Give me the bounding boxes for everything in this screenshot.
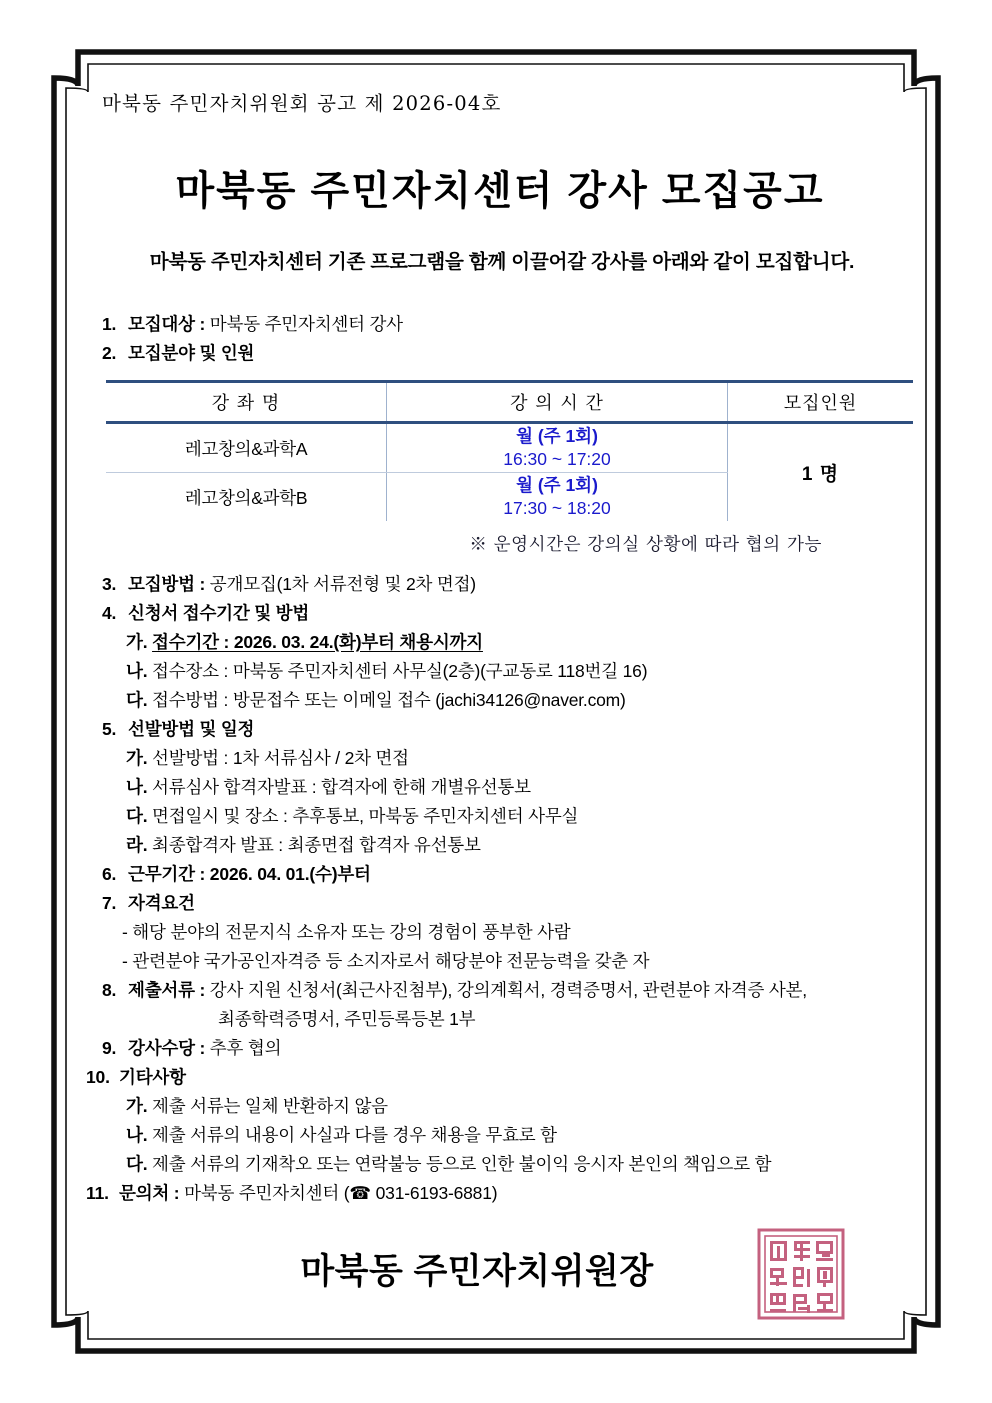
official-seal-stamp	[755, 1226, 847, 1322]
signature-block	[100, 1244, 914, 1294]
section-8-number: 8.	[102, 980, 117, 1000]
course-table	[106, 380, 913, 521]
section-7-bullet-1: - 해당 분야의 전문지식 소유자 또는 강의 경험이 풍부한 사람	[122, 922, 571, 942]
document-number: 마북동 주민자치위원회 공고 제 2026-04호	[102, 92, 502, 115]
section-5-item-c	[126, 802, 914, 831]
cell-course-name-a: 레고창의&과학A	[106, 423, 387, 473]
section-10-item-c	[126, 1150, 914, 1179]
section-5-d-value: 최종면접 합격자 유선통보	[287, 835, 481, 855]
section-5-c-tag: 다.	[126, 806, 148, 826]
section-9-number: 9.	[102, 1038, 117, 1058]
section-10-label: 기타사항	[119, 1067, 186, 1087]
section-10-item-b	[126, 1121, 914, 1150]
section-5-d-tag: 라.	[126, 835, 148, 855]
cell-headcount: 1 명	[728, 423, 914, 522]
section-4-b-tag: 나.	[126, 661, 148, 681]
cell-day-b: 월 (주 1회)	[516, 475, 598, 495]
cell-hours-a: 16:30 ~ 17:20	[503, 449, 611, 469]
section-5-a-value: 1차 서류심사 / 2차 면접	[232, 748, 409, 768]
page-subtitle: 마북동 주민자치센터 기존 프로그램을 함께 이끌어갈 강사를 아래와 같이 모집합니다.	[149, 251, 855, 273]
section-10-number: 10.	[86, 1067, 110, 1087]
section-10-b-tag: 나.	[126, 1125, 148, 1145]
section-6	[102, 860, 914, 889]
section-4-item-c	[126, 686, 914, 715]
section-5-item-b	[126, 773, 914, 802]
section-5-a-tag: 가.	[126, 748, 148, 768]
section-9-value: 추후 협의	[209, 1038, 282, 1058]
signature-name: 마북동 주민자치위원장	[300, 1252, 654, 1291]
cell-day-a: 월 (주 1회)	[516, 426, 598, 446]
section-10	[86, 1063, 914, 1092]
section-7-label: 자격요건	[128, 893, 195, 913]
section-4-number: 4.	[102, 603, 117, 623]
section-5-b-label: 서류심사 합격자발표 :	[152, 777, 317, 797]
cell-class-time-b	[387, 473, 728, 522]
section-7-bullet-2: - 관련분야 국가공인자격증 등 소지자로서 해당분야 전문능력을 갖춘 자	[122, 951, 650, 971]
section-8	[102, 976, 914, 1005]
section-5-a-label: 선발방법 :	[152, 748, 229, 768]
section-11-number: 11.	[86, 1183, 109, 1203]
section-10-a-text: 제출 서류는 일체 반환하지 않음	[152, 1096, 388, 1116]
section-4-a-text: 접수기간 : 2026. 03. 24.(화)부터 채용시까지	[152, 632, 483, 652]
section-11-label: 문의처 :	[119, 1183, 180, 1203]
section-8-line1: 강사 지원 신청서(최근사진첨부), 강의계획서, 경력증명서, 관련분야 자격증 사본,	[209, 980, 807, 1000]
col-header-class-time: 강 의 시 간	[387, 382, 728, 423]
cell-course-name-b: 레고창의&과학B	[184, 487, 308, 508]
section-4	[102, 599, 914, 628]
section-1-label: 모집대상 :	[128, 314, 206, 334]
section-4-c-label: 접수방법 :	[152, 690, 229, 710]
section-9	[102, 1034, 914, 1063]
section-5-d-label: 최종합격자 발표 :	[152, 835, 283, 855]
section-5-item-a	[126, 744, 914, 773]
section-1-number: 1.	[102, 314, 117, 334]
col-header-headcount: 모집인원	[728, 382, 914, 423]
section-3-value: 공개모집(1차 서류전형 및 2차 면접)	[209, 574, 476, 594]
section-2	[102, 339, 914, 368]
section-1-value: 마북동 주민자치센터 강사	[209, 314, 403, 334]
section-4-b-label: 접수장소 :	[152, 661, 229, 681]
section-5-c-label: 면접일시 및 장소 :	[152, 806, 288, 826]
section-10-c-text: 제출 서류의 기재착오 또는 연락불능 등으로 인한 불이익 응시자 본인의 책임으로 함	[152, 1154, 772, 1174]
section-4-a-tag: 가.	[126, 632, 148, 652]
section-9-label: 강사수당 :	[128, 1038, 206, 1058]
section-4-b-value: 마북동 주민자치센터 사무실(2층)(구교동로 118번길 16)	[232, 661, 648, 681]
section-3-label: 모집방법 :	[128, 574, 206, 594]
section-6-label: 근무기간 :	[128, 864, 206, 884]
section-10-b-text: 제출 서류의 내용이 사실과 다를 경우 채용을 무효로 함	[152, 1125, 557, 1145]
section-4-item-a	[126, 628, 914, 657]
section-11-value: 마북동 주민자치센터 (☎ 031-6193-6881)	[184, 1183, 498, 1203]
cell-class-time-a	[387, 423, 728, 473]
section-4-item-b	[126, 657, 914, 686]
course-table-body	[106, 423, 913, 522]
course-table-head	[106, 382, 913, 423]
course-table-wrap	[106, 380, 911, 521]
section-3-number: 3.	[102, 574, 117, 594]
table-header-row	[106, 382, 913, 423]
section-4-label: 신청서 접수기간 및 방법	[128, 603, 310, 623]
section-10-c-tag: 다.	[126, 1154, 148, 1174]
section-5-c-value: 추후통보, 마북동 주민자치센터 사무실	[292, 806, 579, 826]
section-8-line2: 최종학력증명서, 주민등록등본 1부	[218, 1009, 476, 1029]
section-7	[102, 889, 914, 918]
table-note: ※ 운영시간은 강의실 상황에 따라 협의 가능	[469, 535, 822, 555]
section-6-number: 6.	[102, 864, 117, 884]
section-2-number: 2.	[102, 343, 117, 363]
section-5-item-d	[126, 831, 914, 860]
section-5-number: 5.	[102, 719, 117, 739]
table-row	[106, 423, 913, 473]
section-2-label: 모집분야 및 인원	[128, 343, 255, 363]
section-1	[102, 310, 914, 339]
section-11	[86, 1179, 914, 1208]
section-7-number: 7.	[102, 893, 117, 913]
section-4-c-tag: 다.	[126, 690, 148, 710]
section-6-value: 2026. 04. 01.(수)부터	[209, 864, 371, 884]
section-3	[102, 570, 914, 599]
section-5-b-tag: 나.	[126, 777, 148, 797]
section-5-b-value: 합격자에 한해 개별유선통보	[321, 777, 531, 797]
page-title: 마북동 주민자치센터 강사 모집공고	[175, 169, 825, 213]
section-5-label: 선발방법 및 일정	[128, 719, 255, 739]
section-4-c-value: 방문접수 또는 이메일 접수 (jachi34126@naver.com)	[232, 690, 626, 710]
section-10-a-tag: 가.	[126, 1096, 148, 1116]
col-header-course-name: 강 좌 명	[106, 382, 387, 423]
section-5	[102, 715, 914, 744]
cell-hours-b: 17:30 ~ 18:20	[503, 498, 611, 518]
section-10-item-a	[126, 1092, 914, 1121]
section-8-label: 제출서류 :	[128, 980, 206, 1000]
